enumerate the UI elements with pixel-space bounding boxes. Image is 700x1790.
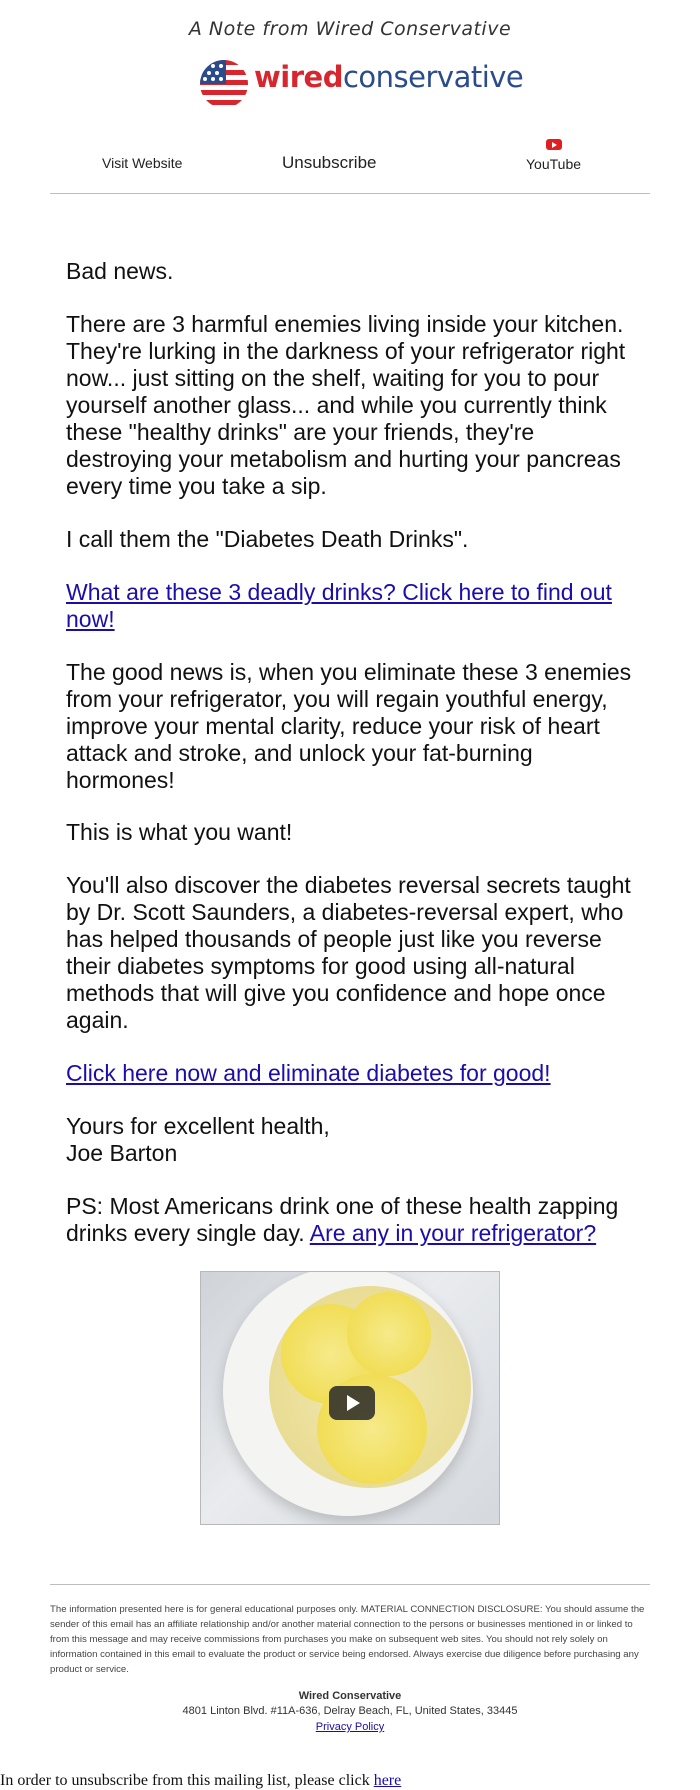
brand-logo[interactable] [200, 56, 524, 112]
sign-off: Yours for excellent health, [66, 1113, 330, 1139]
paragraph-good-news: The good news is, when you eliminate these 3 enemies from your refrigerator, you will regain youthful energy, improve your mental clarity, reduce your risk of heart attack and stroke, and unlock your fat-burning hormones! [66, 659, 632, 793]
header-note: A Note from Wired Conservative [188, 18, 512, 40]
refrigerator-link[interactable]: Are any in your refrigerator? [309, 1220, 597, 1246]
paragraph-reversal-secrets: You'll also discover the diabetes reversal secrets taught by Dr. Scott Saunders, a diabetes-reversal expert, who has helped thousands of people just like you reverse their diabetes symptoms for good using all-natural methods that will give you confidence and hope once again. [66, 872, 631, 1033]
youtube-link[interactable]: YouTube [526, 156, 582, 172]
play-icon[interactable] [329, 1386, 375, 1420]
deadly-drinks-link[interactable]: What are these 3 deadly drinks? Click here to find out now! [66, 579, 612, 632]
unsubscribe-notice [0, 1772, 401, 1790]
youtube-icon[interactable] [546, 139, 562, 150]
disclaimer-text: The information presented here is for general educational purposes only. MATERIAL CONNECTION DISCLOSURE: You should assume the sender of this email has an affiliate relationship and/or another material connection to the persons or businesses mentioned in or linked to from this message and may receive commissions from purchases you make on subsequent web sites. You should not rely solely on information contained in this email to evaluate the product or service being endorsed. Always exercise due diligence before purchasing any product or service. [50, 1604, 645, 1675]
paragraph-enemies: There are 3 harmful enemies living inside your kitchen. They're lurking in the darkness of your refrigerator right now... just sitting on the shelf, waiting for you to pour yourself another glass... and while you currently think these "healthy drinks" are your friends, they're destroying your metabolism and hurting your pancreas every time you take a sip. [66, 311, 626, 499]
paragraph-link2 [66, 1060, 636, 1087]
paragraph-ps [66, 1193, 636, 1247]
footer-privacy-wrap [0, 1721, 700, 1733]
logo-wordmark [254, 60, 523, 94]
paragraph-death-drinks: I call them the "Diabetes Death Drinks". [66, 526, 469, 552]
footer-company: Wired Conservative [298, 1690, 402, 1702]
paragraph-intro: Bad news. [66, 258, 174, 284]
unsubscribe-here-link[interactable]: here [373, 1772, 402, 1789]
paragraph-what-you-want: This is what you want! [66, 819, 293, 845]
visit-website-link[interactable]: Visit Website [102, 155, 183, 171]
unsubscribe-link[interactable]: Unsubscribe [282, 153, 377, 172]
paragraph-link1 [66, 579, 636, 633]
logo-wordmark-conservative: conservative [342, 60, 524, 94]
footer-divider [50, 1584, 650, 1585]
logo-wordmark-wired: wired [254, 60, 343, 94]
unsubscribe-notice-text: In order to unsubscribe from this mailing list, please click [0, 1772, 370, 1789]
signature: Joe Barton [66, 1140, 178, 1166]
header-divider [50, 193, 650, 194]
footer-address: 4801 Linton Blvd. #11A-636, Delray Beach, FL, United States, 33445 [182, 1705, 518, 1717]
eliminate-diabetes-link[interactable]: Click here now and eliminate diabetes for good! [66, 1060, 551, 1086]
ps-text: PS: Most Americans drink one of these health zapping drinks every single day. [66, 1193, 619, 1246]
privacy-policy-link[interactable]: Privacy Policy [315, 1721, 385, 1733]
video-thumbnail[interactable] [200, 1271, 500, 1525]
flag-logo-icon [200, 60, 248, 108]
sign-off-block [66, 1113, 636, 1167]
